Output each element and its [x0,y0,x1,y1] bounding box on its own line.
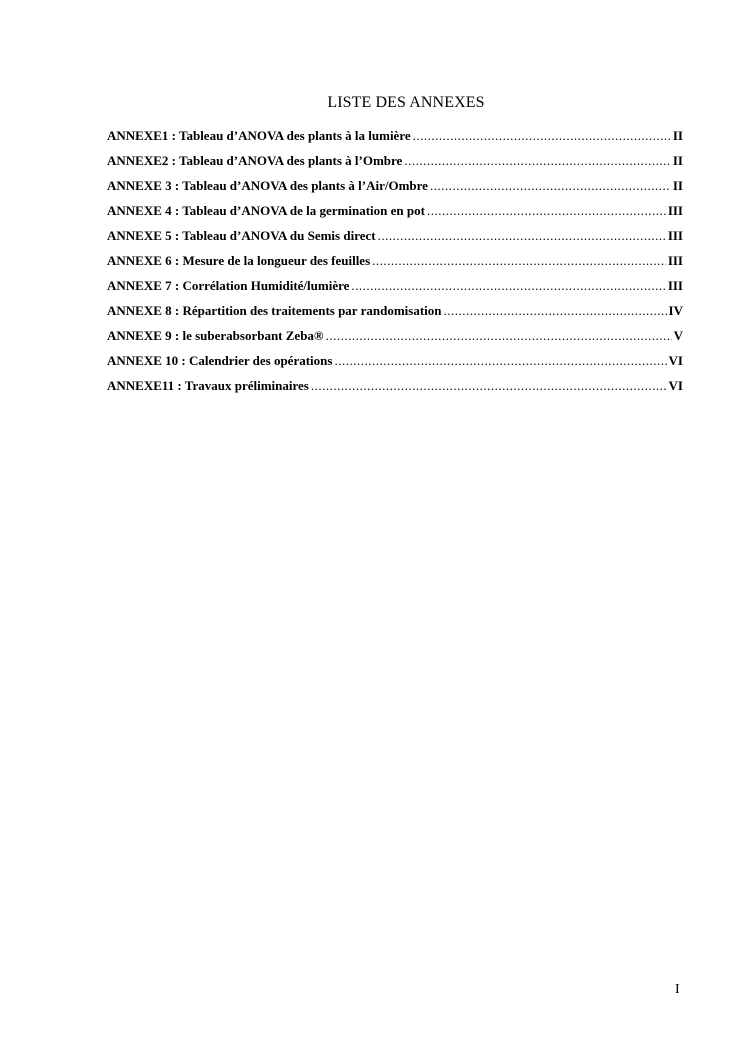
toc-entry[interactable] [107,303,683,328]
toc-entry[interactable] [107,328,683,353]
dot-leader [427,203,666,219]
dot-leader [404,153,671,169]
toc-entry[interactable] [107,278,683,303]
page-number: I [675,982,680,997]
toc-entry-page: VI [668,353,683,368]
toc-entry[interactable] [107,228,683,253]
toc-entry-label: ANNEXE 9 : le suberabsorbant Zeba® [107,328,324,343]
toc-entry-label: ANNEXE 8 : Répartition des traitements par randomisation [107,303,442,318]
dot-leader [326,328,672,344]
dot-leader [430,178,671,194]
toc-entry[interactable] [107,353,683,378]
dot-leader [351,278,665,294]
toc-entry[interactable] [107,203,683,228]
page-title: LISTE DES ANNEXES [327,94,485,111]
toc-entry-label: ANNEXE 3 : Tableau d’ANOVA des plants à l’Air/Ombre [107,178,428,193]
annex-list [107,128,683,403]
toc-entry-page: IV [668,303,683,318]
toc-entry[interactable] [107,153,683,178]
toc-entry[interactable] [107,378,683,403]
toc-entry-label: ANNEXE 6 : Mesure de la longueur des feuilles [107,253,371,268]
toc-entry-label: ANNEXE 10 : Calendrier des opérations [107,353,333,368]
toc-entry[interactable] [107,128,683,153]
toc-entry-page: III [667,278,683,293]
toc-entry-label: ANNEXE 7 : Corrélation Humidité/lumière [107,278,350,293]
toc-entry-label: ANNEXE2 : Tableau d’ANOVA des plants à l’Ombre [107,153,403,168]
toc-entry-page: II [672,128,683,143]
toc-entry-label: ANNEXE 5 : Tableau d’ANOVA du Semis direct [107,228,376,243]
toc-entry-page: II [672,178,683,193]
toc-entry-page: II [672,153,683,168]
dot-leader [378,228,666,244]
toc-entry-page: VI [668,378,683,393]
toc-entry[interactable] [107,253,683,278]
dot-leader [413,128,671,144]
dot-leader [311,378,667,394]
toc-entry-page: III [667,228,683,243]
dot-leader [334,353,666,369]
toc-entry-label: ANNEXE1 : Tableau d’ANOVA des plants à la lumière [107,128,411,143]
toc-entry-label: ANNEXE 4 : Tableau d’ANOVA de la germination en pot [107,203,425,218]
dot-leader [444,303,667,319]
toc-entry-page: V [673,328,683,343]
toc-entry-page: III [667,203,683,218]
dot-leader [372,253,666,269]
toc-entry[interactable] [107,178,683,203]
toc-entry-page: III [667,253,683,268]
toc-entry-label: ANNEXE11 : Travaux préliminaires [107,378,309,393]
